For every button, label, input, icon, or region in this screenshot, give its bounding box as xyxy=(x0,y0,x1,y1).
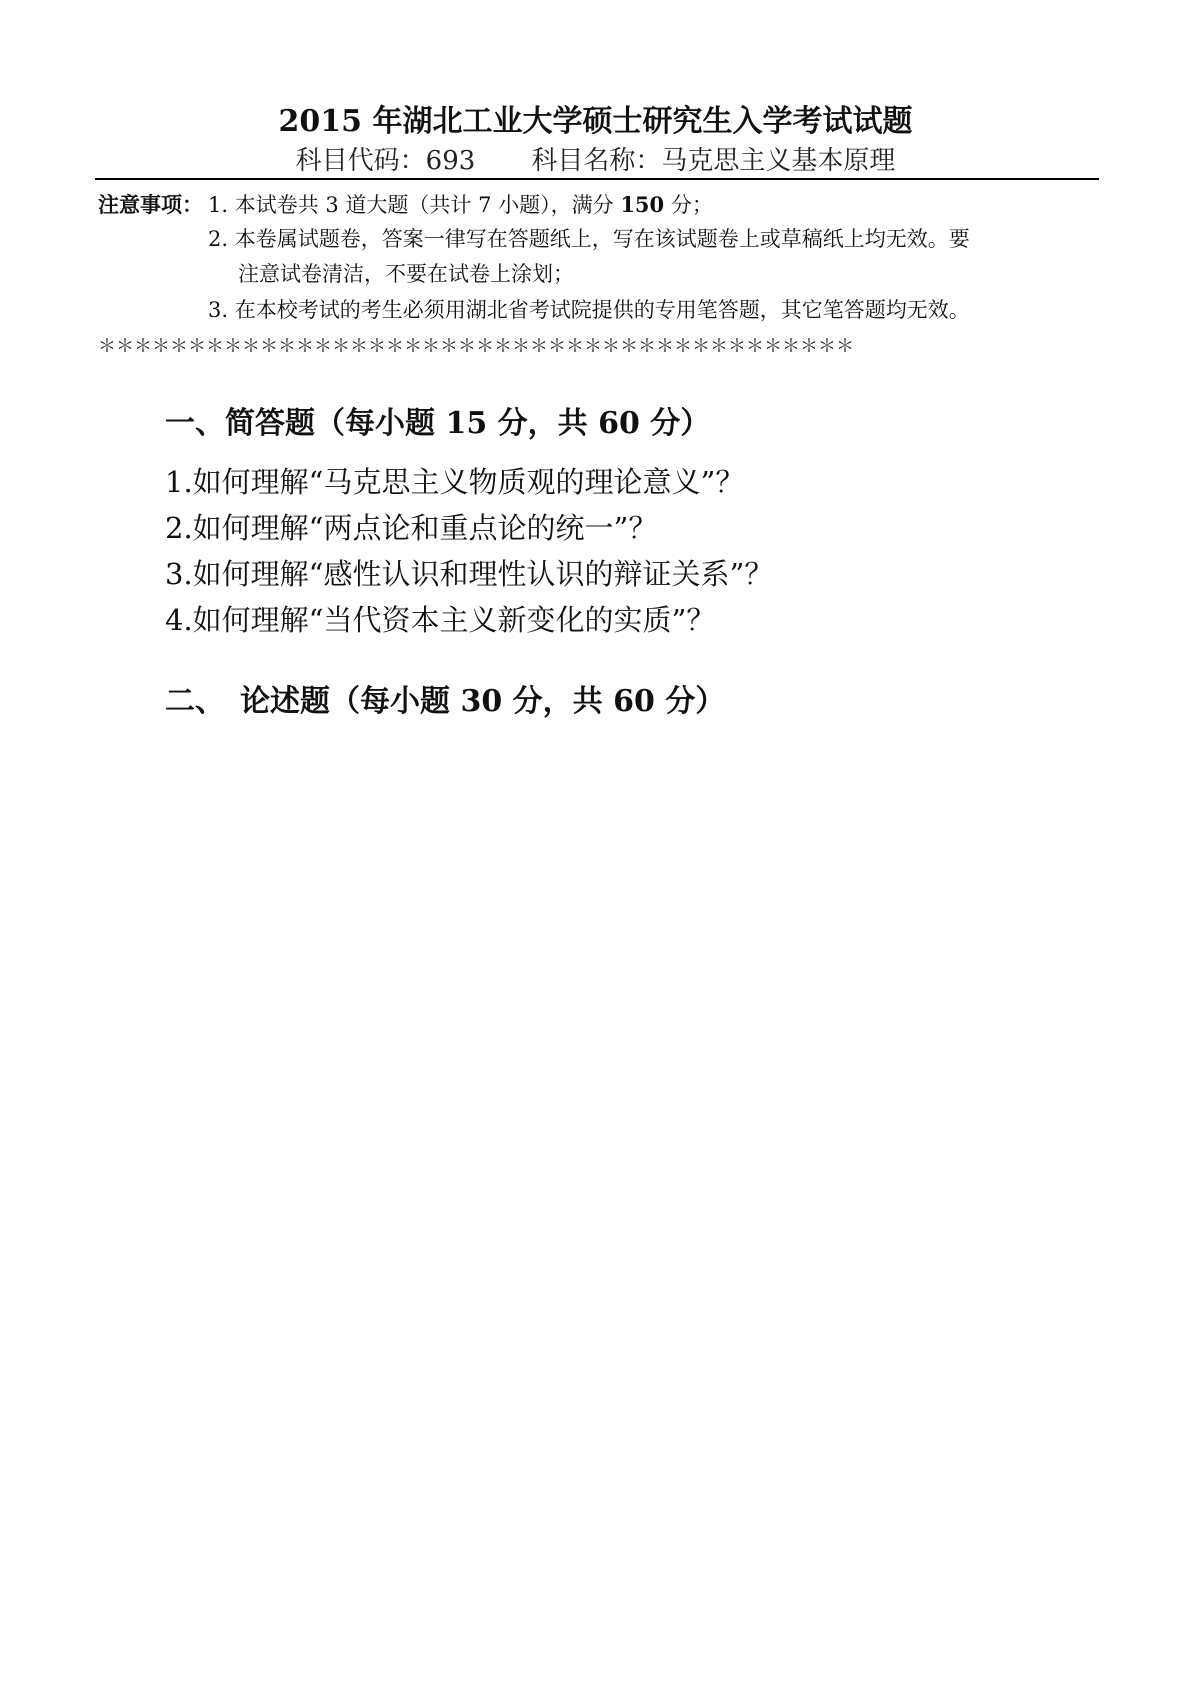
note-item-3: 3. 在本校考试的考生必须用湖北省考试院提供的专用笔答题，其它笔答题均无效。 xyxy=(208,298,970,322)
note-item-2-line-1: 2. 本卷属试题卷，答案一律写在答题纸上，写在该试题卷上或草稿纸上均无效。要 xyxy=(208,227,970,251)
note-1-score: 150 xyxy=(620,192,665,217)
subject-code: 科目代码：693 xyxy=(295,146,476,176)
subject-name: 科目名称：马克思主义基本原理 xyxy=(531,146,896,176)
question-4: 4.如何理解“当代资本主义新变化的实质”？ xyxy=(165,603,716,637)
star-separator: ＊＊＊＊＊＊＊＊＊＊＊＊＊＊＊＊＊＊＊＊＊＊＊＊＊＊＊＊＊＊＊＊＊＊＊＊＊＊＊＊＊＊ xyxy=(98,336,854,357)
notes-label: 注意事项： xyxy=(98,192,203,217)
question-2: 2.如何理解“两点论和重点论的统一”？ xyxy=(165,511,658,545)
note-item-1 xyxy=(208,187,713,223)
question-1: 1.如何理解“马克思主义物质观的理论意义”？ xyxy=(165,465,745,499)
note-item-2-line-2: 注意试卷清洁，不要在试卷上涂划； xyxy=(238,262,574,286)
section-heading-1: 一、简答题（每小题 15 分，共 60 分） xyxy=(165,406,711,441)
note-1-suffix: 分； xyxy=(664,193,713,217)
section-heading-2: 二、 论述题（每小题 30 分，共 60 分） xyxy=(165,684,726,719)
exam-title: 2015 年湖北工业大学硕士研究生入学考试试题 xyxy=(278,104,913,139)
question-3: 3.如何理解“感性认识和理性认识的辩证关系”？ xyxy=(165,557,774,591)
note-1-prefix: 1. 本试卷共 3 道大题（共计 7 小题），满分 xyxy=(208,193,621,217)
header-divider xyxy=(95,178,1099,180)
subject-line xyxy=(0,140,1191,177)
